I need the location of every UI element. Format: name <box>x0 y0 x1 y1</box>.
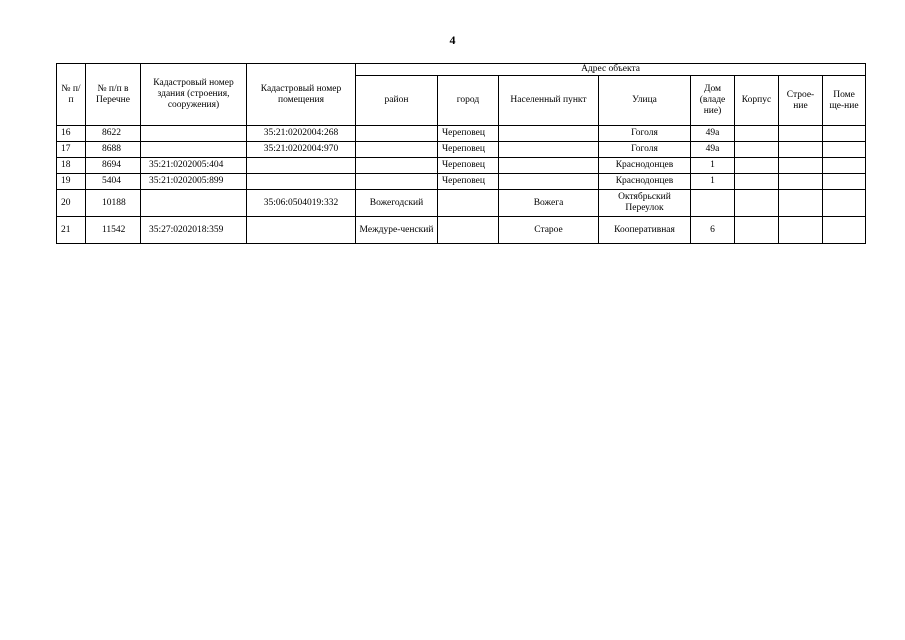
cell-korpus <box>735 126 779 142</box>
cell-settlement: Старое <box>499 217 599 244</box>
cell-house: 49а <box>691 142 735 158</box>
cell-district <box>356 126 438 142</box>
cell-settlement <box>499 126 599 142</box>
table-row <box>57 126 866 142</box>
cell-house: 6 <box>691 217 735 244</box>
cell-num: 18 <box>57 158 86 174</box>
header-address-group: Адрес объекта <box>356 64 866 76</box>
cell-korpus <box>735 217 779 244</box>
page-number: 4 <box>449 33 456 47</box>
cell-pomeshchenie <box>823 190 866 217</box>
cell-num: 21 <box>57 217 86 244</box>
cell-district <box>356 174 438 190</box>
header-num: № п/п <box>57 64 86 126</box>
header-stroenie: Строе-ние <box>779 76 823 126</box>
cell-city <box>438 190 499 217</box>
cell-house: 1 <box>691 158 735 174</box>
cell-cad-building: 35:21:0202005:404 <box>141 158 247 174</box>
cell-city: Череповец <box>438 158 499 174</box>
cell-cad-building <box>141 126 247 142</box>
cell-city: Череповец <box>438 126 499 142</box>
cell-district: Междуре-ченский <box>356 217 438 244</box>
cell-korpus <box>735 158 779 174</box>
table-row <box>57 190 866 217</box>
cell-stroenie <box>779 174 823 190</box>
table-row <box>57 142 866 158</box>
cell-settlement: Вожега <box>499 190 599 217</box>
registry-table <box>56 63 866 244</box>
cell-cad-room: 35:21:0202004:970 <box>247 142 356 158</box>
cell-street: Кооперативная <box>599 217 691 244</box>
cell-list-num: 8694 <box>86 158 141 174</box>
cell-street: Октябрьский Переулок <box>599 190 691 217</box>
table-body <box>57 126 866 244</box>
cell-house: 49а <box>691 126 735 142</box>
cell-stroenie <box>779 190 823 217</box>
header-korpus: Корпус <box>735 76 779 126</box>
cell-korpus <box>735 142 779 158</box>
cell-street: Гоголя <box>599 142 691 158</box>
header-district: район <box>356 76 438 126</box>
table-row <box>57 174 866 190</box>
cell-num: 17 <box>57 142 86 158</box>
cell-street: Гоголя <box>599 126 691 142</box>
cell-list-num: 8688 <box>86 142 141 158</box>
cell-city: Череповец <box>438 174 499 190</box>
header-settlement: Населенный пункт <box>499 76 599 126</box>
table-row <box>57 158 866 174</box>
cell-cad-room <box>247 158 356 174</box>
cell-cad-room: 35:21:0202004:268 <box>247 126 356 142</box>
cell-pomeshchenie <box>823 217 866 244</box>
cell-stroenie <box>779 217 823 244</box>
cell-cad-room: 35:06:0504019:332 <box>247 190 356 217</box>
cell-list-num: 10188 <box>86 190 141 217</box>
cell-pomeshchenie <box>823 158 866 174</box>
cell-district: Вожегодский <box>356 190 438 217</box>
header-city: город <box>438 76 499 126</box>
cell-cad-room <box>247 174 356 190</box>
cell-house: 1 <box>691 174 735 190</box>
cell-cad-room <box>247 217 356 244</box>
header-list-num: № п/п в Перечне <box>86 64 141 126</box>
cell-district <box>356 158 438 174</box>
cell-pomeshchenie <box>823 126 866 142</box>
cell-stroenie <box>779 142 823 158</box>
table-row <box>57 217 866 244</box>
cell-cad-building <box>141 142 247 158</box>
cell-street: Краснодонцев <box>599 158 691 174</box>
cell-pomeshchenie <box>823 174 866 190</box>
cell-cad-building: 35:27:0202018:359 <box>141 217 247 244</box>
header-street: Улица <box>599 76 691 126</box>
header-cad-room: Кадастровый номер помещения <box>247 64 356 126</box>
cell-list-num: 11542 <box>86 217 141 244</box>
header-house: Дом (владе ние) <box>691 76 735 126</box>
cell-district <box>356 142 438 158</box>
cell-pomeshchenie <box>823 142 866 158</box>
cell-list-num: 8622 <box>86 126 141 142</box>
cell-korpus <box>735 190 779 217</box>
cell-house <box>691 190 735 217</box>
cell-city <box>438 217 499 244</box>
cell-list-num: 5404 <box>86 174 141 190</box>
cell-street: Краснодонцев <box>599 174 691 190</box>
cell-korpus <box>735 174 779 190</box>
cell-stroenie <box>779 126 823 142</box>
cell-num: 16 <box>57 126 86 142</box>
cell-num: 19 <box>57 174 86 190</box>
cell-city: Череповец <box>438 142 499 158</box>
cell-cad-building <box>141 190 247 217</box>
cell-stroenie <box>779 158 823 174</box>
header-cad-building: Кадастровый номер здания (строения, сооружения) <box>141 64 247 126</box>
header-pomeshchenie: Поме ще-ние <box>823 76 866 126</box>
cell-num: 20 <box>57 190 86 217</box>
cell-settlement <box>499 142 599 158</box>
cell-cad-building: 35:21:0202005:899 <box>141 174 247 190</box>
cell-settlement <box>499 174 599 190</box>
cell-settlement <box>499 158 599 174</box>
